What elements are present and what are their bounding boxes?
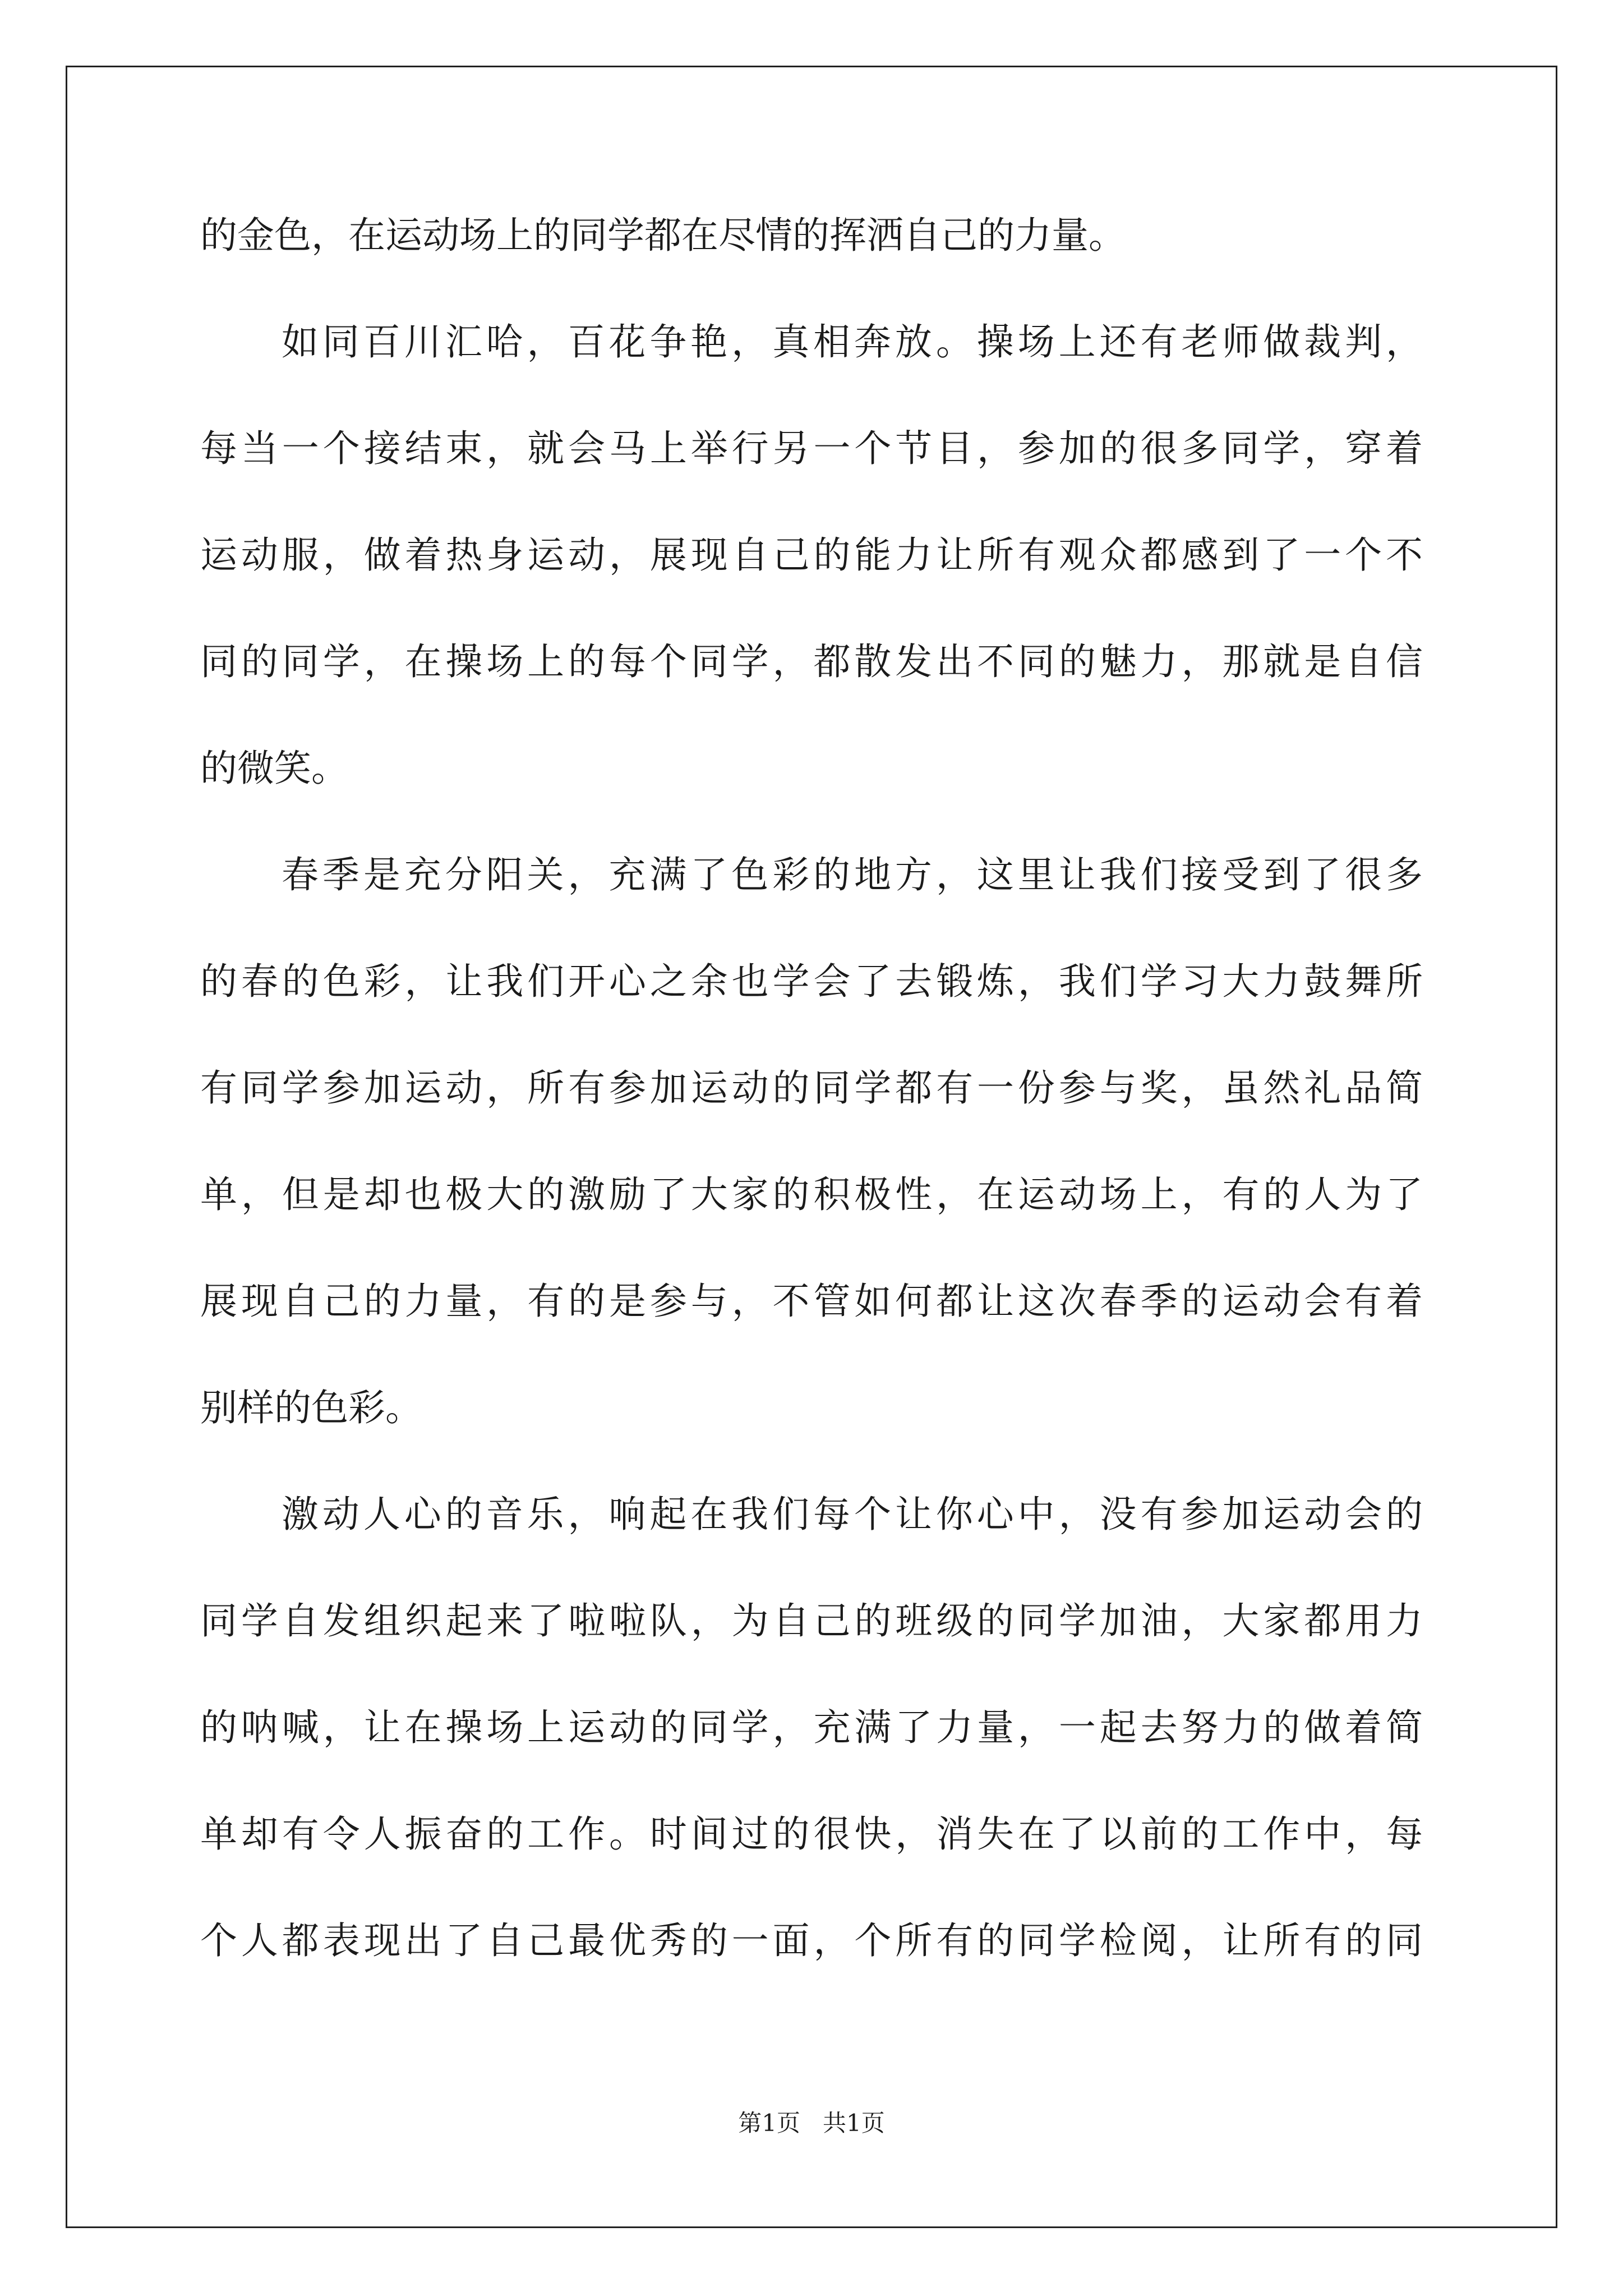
text-line: 的春的色彩，让我们开心之余也学会了去锻炼，我们学习大力鼓舞所: [200, 960, 1423, 1003]
text-line: 运动服，做着热身运动，展现自己的能力让所有观众都感到了一个不: [200, 533, 1423, 577]
text-line: 春季是充分阳关，充满了色彩的地方，这里让我们接受到了很多: [282, 853, 1423, 896]
paragraph-1: [200, 209, 1423, 262]
text-line: 激动人心的音乐，响起在我们每个让你心中，没有参加运动会的: [282, 1493, 1423, 1536]
text-line: 的金色，在运动场上的同学都在尽情的挥洒自己的力量。: [200, 214, 1126, 257]
text-line: 别样的色彩。: [200, 1386, 422, 1429]
text-line: 的微笑。: [200, 747, 348, 790]
text-line: 同学自发组织起来了啦啦队，为自己的班级的同学加油，大家都用力: [200, 1599, 1423, 1642]
text-line: 的呐喊，让在操场上运动的同学，充满了力量，一起去努力的做着简: [200, 1706, 1423, 1749]
page-footer: 第1页 共1页: [738, 2109, 885, 2137]
text-line: 每当一个接结束，就会马上举行另一个节目，参加的很多同学，穿着: [200, 427, 1423, 470]
document-body: [200, 209, 1423, 2021]
text-line: 个人都表现出了自己最优秀的一面，个所有的同学检阅，让所有的同: [200, 1919, 1423, 1962]
text-line: 如同百川汇哈，百花争艳，真相奔放。操场上还有老师做裁判，: [282, 320, 1423, 364]
text-line: 有同学参加运动，所有参加运动的同学都有一份参与奖，虽然礼品简: [200, 1066, 1423, 1110]
text-line: 单却有令人振奋的工作。时间过的很快，消失在了以前的工作中，每: [200, 1812, 1423, 1856]
text-line: 同的同学，在操场上的每个同学，都散发出不同的魅力，那就是自信: [200, 640, 1423, 683]
paragraph-2: [200, 315, 1423, 795]
text-line: 单，但是却也极大的激励了大家的积极性，在运动场上，有的人为了: [200, 1173, 1423, 1216]
paragraph-4: [200, 1488, 1423, 1967]
text-line: 展现自己的力量，有的是参与，不管如何都让这次春季的运动会有着: [200, 1280, 1423, 1323]
paragraph-3: [200, 848, 1423, 1434]
